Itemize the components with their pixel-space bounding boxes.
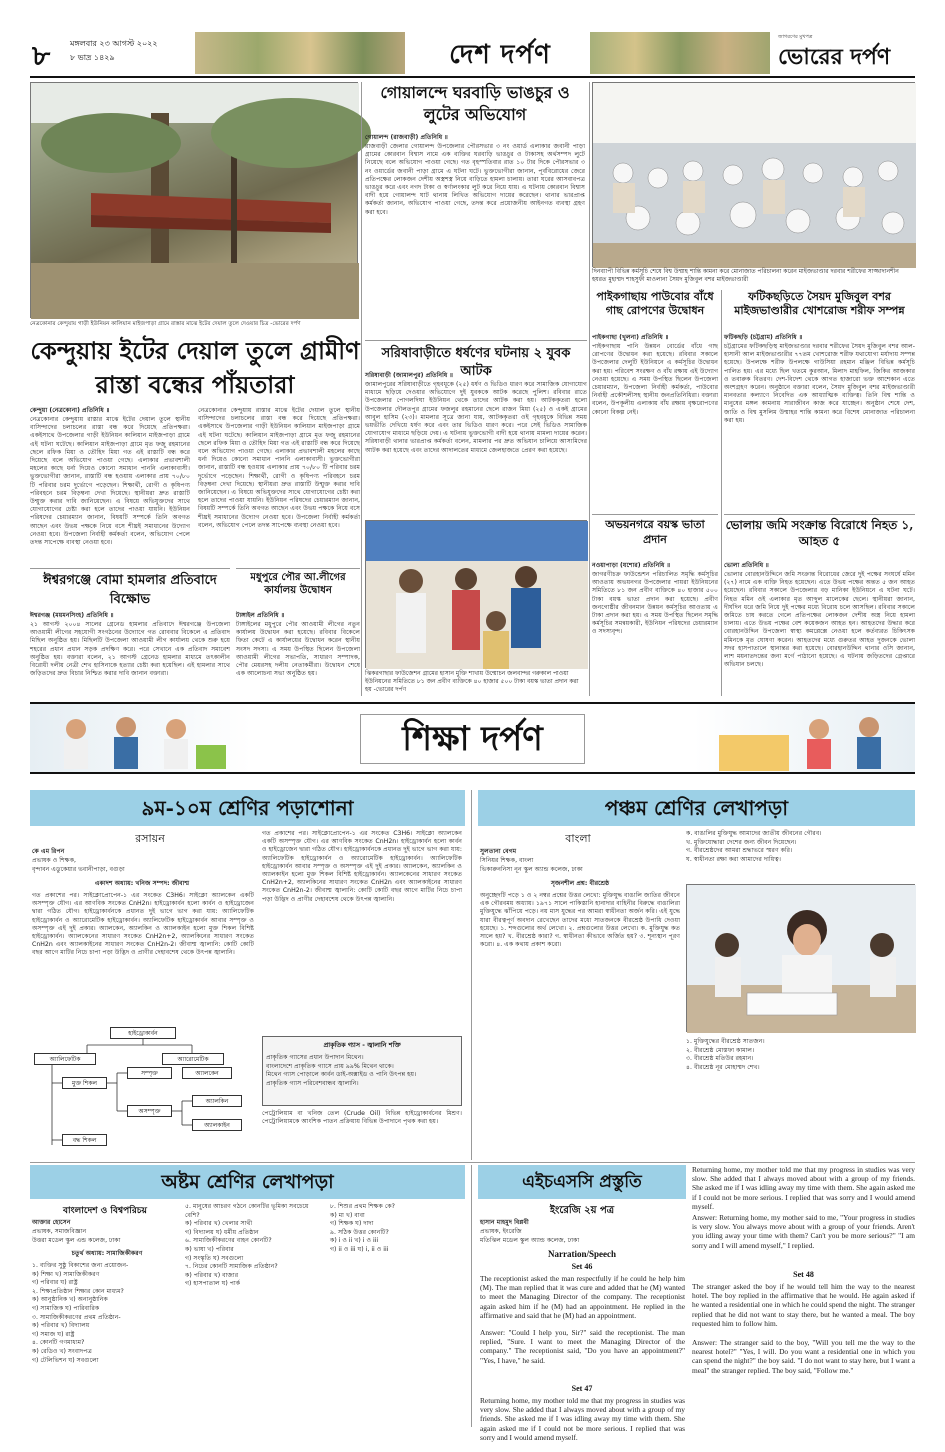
class-8-chapter: চতুর্থ অধ্যায়: সামাজিকীকরণ xyxy=(71,1250,143,1257)
diagram-saturated: সম্পৃক্ত xyxy=(127,1067,172,1079)
mcq-line: গ) বিদ্যালয় ঘ) ধর্মীয় প্রতিষ্ঠান xyxy=(185,1228,259,1236)
class-910-subject: রসায়ন xyxy=(135,832,165,845)
road-wall-photo-caption: নেত্রকোনার কেন্দুয়ায় গাড়ী ইউনিয়ন কালিয়ান মাইজপাড়া গ্রামে রাস্তার মাঝে ইটের দেয়াল তুলে দেওয়ার চিত্র -ভোরের দর্পণ xyxy=(30,321,301,327)
header-photo-strip-right xyxy=(590,32,770,74)
body-kendua-col2b: নেত্রকোনার কেন্দুয়ায় রাস্তার মাঝে ইটের দেয়াল তুলে স্থানীয় বাসিন্দাদের চলাচলের রাস্তা বন্ধ করে দিয়েছে প্রতিপক্ষরা। একইসাথে উপজেলার গাড়ী ইউনিয়ন কালিয়ান মাইজপাড়া গ্রামে এই ঘটনা ঘটেছে। কালিয়ান মাইজপাড়া গ্রামে মৃত ফজু রহমানের ছেলে রফিক মিয়া ও তৌহিদ মিয়া গত এই রাস্তাটি বন্ধ করে দিয়েছে বলে অভিযোগ পাওয়া গেছে। এলাকার প্রভাবশালী মহলের কাছে ধর্না দিয়েও কোনো সমাধান পাননি এলাকাবাসী। ভুক্তভোগীরা জানান, রাস্তাটি বন্ধ হওয়ায় এলাকার প্রায় ৭০/৮০ টি পরিবার চরম দুর্ভোগে পড়েছেন। শিক্ষার্থী, রোগী ও কৃষিপণ্য পরিবহনে চরম বিড়ম্বনা দেখা দিয়েছে। স্থানীয়রা দ্রুত রাস্তাটি উন্মুক্ত করার দাবি জানিয়েছেন। এ বিষয়ে অভিযুক্তদের সাথে যোগাযোগের চেষ্টা করা হলে তাদের পাওয়া যায়নি। ইউনিয়ন পরিষদের চেয়ারম্যান জানান, বিষয়টি সম্পর্কে তিনি অবগত আছেন এবং উভয় পক্ষকে নিয়ে বসে শীঘ্রই সমাধানের উদ্যোগ নেওয়া হবে। উপজেলা নির্বাহী কর্মকর্তা বলেন, অভিযোগ পেলে তদন্ত সাপেক্ষে ব্যবস্থা নেওয়া হবে। xyxy=(198,407,360,529)
class-910-author: কে এম রিপন xyxy=(32,848,65,855)
diagram-unsaturated: অসম্পৃক্ত xyxy=(127,1105,172,1117)
newspaper-logo: ভোরের দর্পণ xyxy=(778,44,891,70)
mcq-line: ক) ভাষা খ) পরিবার xyxy=(185,1245,234,1253)
body-sarishabari: জামালপুরের সরিষাবাড়ীতে গৃহবধূকে (২৫) ধর্ষণ ও ভিডিও ধারণ করে সামাজিক যোগাযোগ মাধ্যমে ছড়িয়ে দেওয়ার অভিযোগে দুই যুবককে আটক করেছে পুলিশ। রবিবার রাতে উপজেলার পোগলদিঘা ইউনিয়ন থেকে তাদের আটক করা হয়। আটককৃতরা হলো উপজেলার দৌলতপুর গ্রামের ফজলুর রহমানের ছেলে রাজন মিয়া (২৫) ও একই গ্রামের আবুল হাসিম (২৩)। মামলার সূত্রে জানা যায়, আটককৃতরা ওই গৃহবধূকে বিভিন্ন সময় ভয়ভীতি দেখিয়ে ধর্ষণ করে এবং তার ভিডিও ধারণ করে। পরে সেই ভিডিও সামাজিক যোগাযোগ মাধ্যমে ছড়িয়ে দেয়। এ ঘটনায় ভুক্তভোগী বাদী হয়ে থানায় মামলা দায়ের করেন। সরিষাবাড়ী থানার ভারপ্রাপ্ত কর্মকর্তা বলেন, মামলার পর দ্রুত অভিযান চালিয়ে আসামিদের আটক করা হয়েছে এবং তাদের আদালতের মাধ্যমে জেলহাজতে প্রেরণ করা হয়েছে। xyxy=(365,381,587,454)
allowance-photo xyxy=(365,520,587,668)
hsc-title: এইচএসসি প্রস্তুতি xyxy=(478,1165,686,1199)
mcq-line: গ) সংস্কৃতি ঘ) সবগুলো xyxy=(185,1254,244,1262)
class-5-questions xyxy=(686,830,915,880)
note-line: বাংলাদেশে প্রাকৃতিক গ্যাসে প্রায় ৯৯% মিথেন থাকে। xyxy=(266,1062,394,1070)
students-illustration-left xyxy=(36,705,236,773)
byline-fatikchhari: ফটিকছড়ি (চট্টগ্রাম) প্রতিনিধি ॥ xyxy=(724,334,803,341)
mcq-line: গ) শিক্ষক ঘ) দাদা xyxy=(330,1220,374,1228)
class-8-mcq-col1 xyxy=(32,1262,177,1422)
headline-fatikchhari: ফটিকছড়িতে সৈয়দ মুজিবুল বশর মাইজভাণ্ডারীর খোশরোজ শরীফ সম্পন্ন xyxy=(734,290,905,317)
hsc-set48-body: The stranger asked the boy if he would tell him the way to the nearest hotel. The boy replied in the affirmative that he would. He again asked if he wanted a residential one in which he could spend the night. The stranger replied that he did not want to stay there, but he wanted a meal. The boy requested him to follow him. xyxy=(692,1282,915,1328)
mcq-line: গ) হাসপাতাল ঘ) পার্ক xyxy=(185,1280,241,1288)
note-line: মিথেন গ্যাস পোড়ালে কার্বন ডাই-অক্সাইড ও পানি উৎপন্ন হয়। xyxy=(266,1071,417,1079)
mcq-line: ক) পরিবার খ) বাজার xyxy=(185,1271,239,1279)
class-5-title: পঞ্চম শ্রেণির লেখাপড়া xyxy=(478,790,915,826)
hydrocarbon-diagram xyxy=(32,1025,254,1159)
answer-line: ৪. বীরশ্রেষ্ঠ নূর মোহাম্মদ শেখ। xyxy=(686,1063,760,1071)
hsc-set46-body: The receptionist asked the man respectfully if he could he help him (M). The man replied that it was cure and added that he (M) wanted to meet the Managing Director of the company. The receptionist again asked him if he (M) had an appointment. He replied in the affirmative and said that he (M) had an appointment. xyxy=(480,1274,685,1320)
page-header xyxy=(30,30,915,78)
byline-sarishabari: সরিষাবাড়ী (জামালপুর) প্রতিনিধি ॥ xyxy=(365,372,454,379)
hsc-set46-label: Set 46 xyxy=(571,1262,593,1271)
mcq-line: ৩. সামাজিকীকরণের প্রথম প্রতিষ্ঠান- xyxy=(32,1313,121,1321)
body-madhupur: টাঙ্গাইলের মধুপুরে পৌর আওয়ামী লীগের নতুন কার্যালয় উদ্বোধন করা হয়েছে। রবিবার বিকেলে ফিতা কেটে এ কার্যালয়ের উদ্বোধন করেন স্থানীয় সংসদ সদস্য। এ সময় উপস্থিত ছিলেন উপজেলা আওয়ামী লীগের সভাপতি, সাধারণ সম্পাদক, পৌর মেয়রসহ দলীয় নেতাকর্মীরা। উদ্বোধন শেষে এক আলোচনা সভা অনুষ্ঠিত হয়। xyxy=(236,621,360,678)
headline-madhupur: মধুপুরে পৌর আ.লীগের কার্যালয় উদ্বোধন xyxy=(236,568,360,610)
mcq-line: গ) সামাজিক ঘ) পারিবারিক xyxy=(32,1304,100,1312)
headline-abhaynagar: অভয়নগরে বয়স্ক ভাতা প্রদান xyxy=(592,514,718,560)
column-rule xyxy=(589,82,590,696)
hsc-set47-label: Set 47 xyxy=(571,1384,593,1393)
page-number: ৮ xyxy=(32,39,51,72)
mcq-line: ৯. সঠিক উত্তর কোনটি? xyxy=(330,1228,389,1236)
mcq-line: ২. শিক্ষাপ্রতিষ্ঠান শিক্ষার কোন মাধ্যম? xyxy=(32,1287,124,1295)
hsc-author-inst: মতিঝিল মডেল স্কুল অ্যান্ড কলেজ, ঢাকা xyxy=(480,1237,580,1244)
header-photo-strip-left xyxy=(195,32,405,74)
education-banner xyxy=(30,702,915,774)
answer-line: ২. বীরশ্রেষ্ঠ মোস্তফা কামাল। xyxy=(686,1046,755,1054)
edu-divider xyxy=(471,790,472,1160)
natural-gas-note-box xyxy=(262,1036,462,1106)
class-5-author: সুলতানা বেগম xyxy=(480,848,517,855)
answer-line: ১. মুক্তিযুদ্ধের বীরশ্রেষ্ঠ সাতজন। xyxy=(686,1038,765,1045)
diagram-aromatic: অ্যারোমেটিক xyxy=(162,1053,224,1065)
class-5-body: অনুচ্ছেদটি পড়ে ১ ও ২ নম্বর প্রশ্নের উত্তর লেখো: মুক্তিযুদ্ধ বাঙালি জাতির জীবনে এক গৌরবময় অধ্যায়। ১৯৭১ সালে পাকিস্তানি হানাদার বাহিনীর বিরুদ্ধে বাঙালিরা মুক্তিযুদ্ধে ঝাঁপিয়ে পড়ে। নয় মাস যুদ্ধের পর আমরা স্বাধীনতা অর্জন করি। এই যুদ্ধে যারা বীরত্বপূর্ণ অবদান রেখেছেন তাদের মধ্যে সাতজনকে বীরশ্রেষ্ঠ উপাধি দেওয়া হয়েছে। ১. শব্দগুলোর অর্থ লেখো। ২. প্রশ্নগুলোর উত্তর লেখো। ক. মুক্তিযুদ্ধ কত সালে হয়? খ. বীরশ্রেষ্ঠ কারা? গ. স্বাধীনতা কীভাবে অর্জিত হয়? ৩. শূন্যস্থান পূরণ করো। ৪. এক কথায় প্রকাশ করো। xyxy=(480,892,680,949)
mcq-line: ক) মা খ) বাবা xyxy=(330,1211,365,1219)
class-910-title: ৯ম-১০ম শ্রেণির পড়াশোনা xyxy=(30,790,465,826)
question-line: ক. বাঙালির মুক্তিযুদ্ধ আমাদের জাতীয় জীবনের গৌরব। xyxy=(686,830,822,837)
class-8-author-inst: উত্তরা মডেল স্কুল এন্ড কলেজ, ঢাকা xyxy=(32,1237,121,1244)
mcq-line: ৪. কোনটি গণমাধ্যম? xyxy=(32,1339,85,1347)
mcq-line: গ) টেলিভিশন ঘ) সবগুলো xyxy=(32,1356,99,1364)
body-goalondo: রাজবাড়ী জেলার গোয়ালন্দ উপজেলার পৌরসভার ৩ নং ওয়ার্ড এলাকার জবানী পাড়া গ্রামের কোরবান বিশ্বাস নামে এক ব্যক্তির ঘরবাড়ি ভাঙচুর ও টাকাসহ অর্থসম্পদ লুটে নিয়েছে বলে অভিযোগ পাওয়া গেছে। গত বৃহস্পতিবার রাত ১০ টার দিকে পৌরসভার ৩ নং ওয়ার্ডের জবানী পাড়া গ্রামে এ ঘটনা ঘটে। ভুক্তভোগীরা জানান, পূর্ববিরোধের জেরে প্রতিপক্ষের লোকজন দেশীয় অস্ত্রশস্ত্র নিয়ে বাড়িতে হামলা চালায়। তারা ঘরের আসবাবপত্র ভাঙচুর করে এবং নগদ টাকা ও স্বর্ণালংকার লুট করে নিয়ে যায়। এ ঘটনায় কোরবান বিশ্বাস বাদী হয়ে গোয়ালন্দ ঘাট থানায় লিখিত অভিযোগ দায়ের করেছেন। থানার ভারপ্রাপ্ত কর্মকর্তা জানান, অভিযোগ পাওয়া গেছে, তদন্ত করে প্রয়োজনীয় আইনগত ব্যবস্থা গ্রহণ করা হবে। xyxy=(365,143,585,216)
body-ishwarganj: ২১ আগস্ট ২০০৪ সালের গ্রেনেড হামলার প্রতিবাদে ঈশ্বরগঞ্জে উপজেলা আওয়ামী লীগের সহযোগী সংগঠনের উদ্যোগে গত রোববার বিকেলে এ প্রতিবাদ মিছিল অনুষ্ঠিত হয়। মিছিলটি উপজেলা আওয়ামী লীগ কার্যালয় থেকে শুরু হয়ে শহরের প্রধান প্রধান সড়ক প্রদক্ষিণ করে। পরে সেখানে এক প্রতিবাদ সমাবেশ অনুষ্ঠিত হয়। বক্তারা বলেন, ২১ আগস্ট গ্রেনেড হামলার মাধ্যমে তৎকালীন বিরোধী দলীয় নেত্রী শেখ হাসিনাকে হত্যার চেষ্টা করা হয়েছিল। এই হামলার সাথে জড়িতদের দ্রুত বিচার নিশ্চিত করার দাবি জানান বক্তারা। xyxy=(30,621,230,678)
mcq-line: ১. ব্যক্তির সুষ্ঠু বিকাশের জন্য প্রয়োজন- xyxy=(32,1262,129,1269)
class-5-author-role: সিনিয়র শিক্ষক, বাংলা xyxy=(480,857,534,864)
mcq-line: গ) পরিবার ঘ) রাষ্ট্র xyxy=(32,1279,78,1287)
class-910-author-inst: বৃন্দাবন এডুকেয়ার ভবানীপাড়া, বগুড়া xyxy=(32,866,125,873)
mcq-line: ক) পরিবার খ) খেলার সাথী xyxy=(185,1220,253,1228)
petroleum-text: পেট্রোলিয়াম বা খনিজ তেল (Crude Oil) বিভিন্ন হাইড্রোকার্বনের মিশ্রণ। পেট্রোলিয়ামকে আংশিক পাতন প্রক্রিয়ায় বিভিন্ন উপাদানে পৃথক করা হয়। xyxy=(262,1110,462,1126)
diagram-aliphatic: অ্যালিফেটিক xyxy=(34,1053,96,1065)
class-5-answers xyxy=(686,1038,915,1160)
diagram-alkyne: অ্যালকাইন xyxy=(192,1119,242,1131)
body-fatikchhari: চট্টগ্রামের ফটিকছড়িস্থ মাইজভাণ্ডার দরবার শরীফের সৈয়দ মুজিবুল বশর আল-হাসানী আল মাইজভাণ্ডারীর ৭৭তম খোশরোজ শরীফ যথাযোগ্য মর্যাদায় সম্পন্ন হয়েছে। উপলক্ষে শরীফ উপলক্ষে গাউসিয়া রহমান মঞ্জিল বিভিন্ন কর্মসূচি পালিত হয়। এর মধ্যে ছিল খতমে কুরআন, মিলাদ মাহফিল, জিকির আজকার ও তবারুক বিতরণ। দেশ-বিদেশ থেকে আগত হাজারো ভক্ত আশেকান এতে অংশগ্রহণ করেন। অনুষ্ঠানে বক্তারা বলেন, সৈয়দ মুজিবুল বশর মাইজভাণ্ডারী মানবতার কল্যাণে নিবেদিত এক আধ্যাত্মিক ব্যক্তিত্ব। তিনি বিশ্ব শান্তি ও মানুষের মঙ্গল কামনায় সারাজীবন কাজ করে যাচ্ছেন। অনুষ্ঠান শেষে দেশ, জাতি ও বিশ্ব মুসলিম উম্মাহর শান্তি কামনা করে বিশেষ মোনাজাত পরিচালনা করা হয়। xyxy=(724,343,915,424)
byline-abhaynagar: নওয়াপাড়া (যশোর) প্রতিনিধি ॥ xyxy=(592,562,671,569)
byline-ishwarganj: ঈশ্বরগঞ্জ (ময়মনসিংহ) প্রতিনিধি ॥ xyxy=(30,612,114,619)
question-line: খ. মুক্তিযোদ্ধারা দেশের জন্য জীবন দিয়েছেন। xyxy=(686,838,797,846)
hsc-author: হাসান মাহমুদ বিপ্লবী xyxy=(480,1219,529,1226)
diagram-closed-chain: বদ্ধ শিকল xyxy=(62,1134,107,1146)
hsc-set47-body-b: Returning home, my mother told me that my progress in studies was very slow. She added that I always moved about with a group of my friends. She asked me if I was idling away my time with them. She again asked me if I could not be more serious. I replied that was sorry and I would amend myself. xyxy=(692,1165,915,1211)
hsc-topic: Narration/Speech xyxy=(548,1249,616,1259)
gathering-photo-caption: দিনব্যাপী বিভিন্ন কর্মসূচি শেষে বিশ্ব উম্মাহ শান্তি কামনা করে মোনাজাত পরিচালনা করেন মাইজভাণ্ডার দরবার শরীফের সাজ্জাদানশীন হযরত মুহাম্মদ শাহসুফী মাওলানা সৈয়দ মুজিবুল বশর মাইজভাণ্ডারী xyxy=(592,268,899,283)
section-title: দেশ দর্পণ xyxy=(449,40,551,70)
mcq-line: ক) পরিবার খ) বিদ্যালয় xyxy=(32,1322,90,1330)
body-paikgachha: পাইকগাছায় পানি উন্নয়ন বোর্ডের বাঁধে গাছ রোপণের উদ্বোধন করা হয়েছে। রবিবার সকালে উপজেলার দেলুটি ইউনিয়নে এ কর্মসূচির উদ্বোধন করা হয়। পরিবেশ সংরক্ষণ ও বাঁধ রক্ষায় এই উদ্যোগ নেওয়া হয়েছে। এ সময় উপস্থিত ছিলেন উপজেলা চেয়ারম্যান, উপজেলা নির্বাহী কর্মকর্তা, পাউবোর নির্বাহী প্রকৌশলীসহ স্থানীয় জনপ্রতিনিধিরা। বক্তারা বলেন, উপকূলীয় এলাকায় বাঁধ রক্ষায় বৃক্ষরোপণের কোনো বিকল্প নেই। xyxy=(592,343,718,416)
note-line: প্রাকৃতিক গ্যাসের প্রধান উপাদান মিথেন। xyxy=(266,1054,364,1061)
gathering-photo xyxy=(592,82,915,267)
class-910-author-role: প্রভাষক ও শিক্ষক, xyxy=(32,857,76,864)
class-5-chapter: সৃজনশীল প্রশ্ন: বীরশ্রেষ্ঠ xyxy=(550,880,610,887)
class-5-subject: বাংলা xyxy=(565,832,591,845)
class-8-mcq-col2 xyxy=(185,1203,325,1423)
hsc-set47-answer: Answer: Returning home, my mother said to me, "Your progress in studies is very slow. You always move about with a group of your friends. Aren't you idling away your time with them? Can't you be more serious?" "I am sorry and I will amend myself," I replied. xyxy=(692,1213,915,1250)
allowance-photo-caption: ঝিকরগাছার ফাউজেশন গ্রামের হাসান মুক্তি শাখায় উন্মোচন জলবান্দর গরুকাল পাওয়া ইউনিয়নের সমিতিতে ৮১ জন প্রবীণ ব্যক্তিকে ৪০ হাজার ৫০০ টাকা বয়স্ক ভাতা প্রদান করা হয় -ভোরের দর্পণ xyxy=(365,670,579,693)
mcq-line: ৫. মানুষের আচরণ গঠনে কোনটির ভূমিকা সবচেয়ে বেশি? xyxy=(185,1203,309,1219)
column-rule xyxy=(721,290,722,696)
mcq-line: ৬. সামাজিকীকরণের বাহন কোনটি? xyxy=(185,1237,272,1245)
class-8-subject: বাংলাদেশ ও বিশ্বপরিচয় xyxy=(63,1206,147,1216)
mcq-line: ক) শিক্ষা খ) সামাজিকীকরণ xyxy=(32,1270,100,1278)
mcq-line: গ) ii ও iii ঘ) i, ii ও iii xyxy=(330,1245,389,1253)
road-wall-photo xyxy=(30,82,358,318)
hsc-set47-body-a: Returning home, my mother told me that my progress in studies was very slow. She added that I always moved about with a group of my friends. She asked me if I was idling away my time with them. She again asked me if I could not be more serious. I replied that was sorry and I would amend myself. xyxy=(480,1396,685,1442)
byline-bhola: ভোলা প্রতিনিধি ॥ xyxy=(724,562,769,569)
students-illustration-right xyxy=(709,705,909,773)
note-line: প্রাকৃতিক গ্যাস পরিবেশবান্ধব জ্বালানি। xyxy=(266,1079,359,1087)
headline-ishwarganj: ঈশ্বরগঞ্জে বোমা হামলার প্রতিবাদে বিক্ষোভ xyxy=(30,568,230,610)
column-rule xyxy=(361,82,362,696)
byline-kendua: কেন্দুয়া (নেত্রকোনা) প্রতিনিধি ॥ xyxy=(30,407,110,414)
note-title: প্রাকৃতিক গ্যাস - জ্বালানি শক্তি xyxy=(323,1041,401,1049)
mcq-line: ৭. নিচের কোনটি সামাজিক প্রতিষ্ঠান? xyxy=(185,1263,278,1271)
hsc-set48-answer: Answer: The stranger said to the boy, "Will you tell me the way to the nearest hotel?" "Yes, I will. Do you want a residential one in which you can spend the night?" the boy said. "I do not want to stay here, but I want a meal" the stranger replied. The boy said, "Follow me." xyxy=(692,1338,915,1375)
hsc-author-role: প্রভাষক, ইংরেজি xyxy=(480,1228,522,1235)
mcq-line: ক) আনুষ্ঠানিক খ) অনানুষ্ঠানিক xyxy=(32,1296,108,1304)
mcq-line: ক) রেডিও খ) সংবাদপত্র xyxy=(32,1347,92,1355)
hsc-set46-answer: Answer: "Could I help you, Sir?" said the receptionist. The man replied, "Sure. I want to meet the Managing Director of the company." The receptionist said, "Do you have an appointment?" "Yes, I have," he said. xyxy=(480,1328,685,1365)
student-writing-photo xyxy=(686,884,915,1032)
mcq-line: ৮. শিশুর প্রথম শিক্ষক কে? xyxy=(330,1203,395,1210)
headline-sarishabari: সরিষাবাড়ীতে ধর্ষণের ঘটনায় ২ যুবক আটক xyxy=(365,340,587,368)
education-banner-title: শিক্ষা দর্পণ xyxy=(360,714,585,764)
class-8-author: আক্তার হোসেন xyxy=(32,1219,71,1226)
hsc-subject: ইংরেজি ২য় পত্র xyxy=(549,1205,615,1216)
question-line: ঘ. স্বাধীনতা রক্ষা করা আমাদের দায়িত্ব। xyxy=(686,855,781,863)
column-rule xyxy=(471,1165,472,1427)
question-line: গ. বীরশ্রেষ্ঠদের আমরা শ্রদ্ধাভরে স্মরণ করি। xyxy=(686,847,793,855)
answer-line: ৩. বীরশ্রেষ্ঠ মতিউর রহমান। xyxy=(686,1055,754,1063)
mcq-line: ক) i ও ii খ) i ও iii xyxy=(330,1237,379,1245)
header-date-1: মঙ্গলবার ২৩ আগস্ট ২০২২ xyxy=(70,39,158,48)
header-date-2: ৮ ভাদ্র ১৪২৯ xyxy=(70,53,115,62)
body-kendua-col1: নেত্রকোনার কেন্দুয়ায় রাস্তার মাঝে ইটের দেয়াল তুলে স্থানীয় বাসিন্দাদের চলাচলের রাস্তা বন্ধ করে দিয়েছে প্রতিপক্ষরা। একইসাথে উপজেলার গাড়ী ইউনিয়ন কালিয়ান মাইজপাড়া গ্রামে এই ঘটনা ঘটেছে। কালিয়ান মাইজপাড়া গ্রামে মৃত ফজু রহমানের ছেলে রফিক মিয়া ও তৌহিদ মিয়া গত এই রাস্তাটি বন্ধ করে দিয়েছে বলে অভিযোগ পাওয়া গেছে। এলাকার প্রভাবশালী মহলের কাছে ধর্না দিয়েও কোনো সমাধান পাননি এলাকাবাসী। ভুক্তভোগীরা জানান, রাস্তাটি বন্ধ হওয়ায় এলাকার প্রায় ৭০/৮০ টি পরিবার চরম দুর্ভোগে পড়েছেন। শিক্ষার্থী, রোগী ও কৃষিপণ্য পরিবহনে চরম বিড়ম্বনা দেখা দিয়েছে। স্থানীয়রা দ্রুত রাস্তাটি উন্মুক্ত করার দাবি জানিয়েছেন। এ বিষয়ে অভিযুক্তদের সাথে যোগাযোগের চেষ্টা করা হলে তাদের পাওয়া যায়নি। ইউনিয়ন পরিষদের চেয়ারম্যান জানান, বিষয়টি সম্পর্কে তিনি অবগত আছেন এবং উভয় পক্ষকে নিয়ে বসে শীঘ্রই সমাধানের উদ্যোগ নেওয়া হবে। উপজেলা নির্বাহী কর্মকর্তা বলেন, অভিযোগ পেলে তদন্ত সাপেক্ষে ব্যবস্থা নেওয়া হবে। xyxy=(30,416,190,547)
hsc-set48-label: Set 48 xyxy=(793,1270,814,1279)
byline-madhupur: টাঙ্গাইল প্রতিনিধি ॥ xyxy=(236,612,285,619)
body-bhola: ভোলার বোরহানউদ্দিনে জমি সংক্রান্ত বিরোধের জেরে দুই পক্ষের সংঘর্ষে মমিন (২৭) নামে এক ব্যক্তি নিহত হয়েছেন। এতে উভয় পক্ষের অন্তত ৫ জন আহত হয়েছেন। রবিবার সকালে উপজেলার বড় মানিকা ইউনিয়নে এ ঘটনা ঘটে। নিহত মমিন ওই এলাকার মৃত আব্দুল মালেকের ছেলে। স্থানীয়রা জানান, দীর্ঘদিন ধরে জমি নিয়ে দুই পক্ষের মধ্যে বিরোধ চলে আসছিল। রবিবার সকালে জমিতে চাষ করতে গেলে প্রতিপক্ষের লোকজন দেশীয় অস্ত্র নিয়ে হামলা চালায়। এতে উভয় পক্ষের বেশ কয়েকজন আহত হন। আহতদের উদ্ধার করে বোরহানউদ্দিন উপজেলা স্বাস্থ্য কমপ্লেক্সে নেওয়া হলে কর্তব্যরত চিকিৎসক মমিনকে মৃত ঘোষণা করেন। আহতদের মধ্যে গুরুতর আহত দুজনকে ভোলা সদর হাসপাতালে স্থানান্তর করা হয়েছে। বোরহানউদ্দিন থানার ওসি জানান, লাশ ময়নাতদন্তের জন্য মর্গে পাঠানো হয়েছে। এ ঘটনায় জড়িতদের গ্রেপ্তারে অভিযান চলছে। xyxy=(724,571,915,669)
class-910-body-b: গত প্রকাশের পর। সাইক্লোপ্রোপেন-১ এর সংকেত C3H6। সাইক্লো অ্যালকেন একটি অসম্পৃক্ত যৌগ। এর আণবিক সংকেত CnH2n। হাইড্রোকার্বন হলো কার্বন ও হাইড্রোজেন দ্বারা গঠিত যৌগ। হাইড্রোকার্বনকে প্রধানত দুই ভাগে ভাগ করা যায়: অ্যালিফেটিক হাইড্রোকার্বন ও অ্যারোমেটিক হাইড্রোকার্বন। অ্যালিফেটিক হাইড্রোকার্বন আবার সম্পৃক্ত ও অসম্পৃক্ত এই দুই প্রকার। অ্যালকেন, অ্যালকিন ও অ্যালকাইন হলো মুক্ত শিকল বিশিষ্ট হাইড্রোকার্বন। অ্যালকেনের সাধারণ সংকেত CnH2n+2, অ্যালকিনের সাধারণ সংকেত CnH2n এবং অ্যালকাইনের সাধারণ সংকেত CnH2n-2। জীবাশ্ম জ্বালানি: কোটি কোটি বছর আগে মাটির নিচে চাপা পড়া উদ্ভিদ ও প্রাণীর দেহাবশেষ থেকে উৎপন্ন জ্বালানি। xyxy=(262,830,462,903)
diagram-alkane: অ্যালকেন xyxy=(182,1067,232,1079)
byline-paikgachha: পাইকগাছা (খুলনা) প্রতিনিধি ॥ xyxy=(592,334,669,341)
byline-goalondo: গোয়ালন্দ (রাজবাড়ী) প্রতিনিধি ॥ xyxy=(365,134,448,141)
diagram-alkene: অ্যালকিন xyxy=(192,1095,242,1107)
mcq-line: গ) সমাজ ঘ) রাষ্ট্র xyxy=(32,1330,75,1338)
headline-bhola: ভোলায় জমি সংক্রান্ত বিরোধে নিহত ১, আহত ৫ xyxy=(724,514,915,560)
class-5-author-inst: ভিকারুননিসা নূন স্কুল অ্যান্ড কলেজ, ঢাকা xyxy=(480,866,583,873)
class-910-body-a: গত প্রকাশের পর। সাইক্লোপ্রোপেন-১ এর সংকেত C3H6। সাইক্লো অ্যালকেন একটি অসম্পৃক্ত যৌগ। এর আণবিক সংকেত CnH2n। হাইড্রোকার্বন হলো কার্বন ও হাইড্রোজেন দ্বারা গঠিত যৌগ। হাইড্রোকার্বনকে প্রধানত দুই ভাগে ভাগ করা যায়: অ্যালিফেটিক হাইড্রোকার্বন ও অ্যারোমেটিক হাইড্রোকার্বন। অ্যালিফেটিক হাইড্রোকার্বন আবার সম্পৃক্ত ও অসম্পৃক্ত এই দুই প্রকার। অ্যালকেন, অ্যালকিন ও অ্যালকাইন হলো মুক্ত শিকল বিশিষ্ট হাইড্রোকার্বন। অ্যালকেনের সাধারণ সংকেত CnH2n+2, অ্যালকিনের সাধারণ সংকেত CnH2n এবং অ্যালকাইনের সাধারণ সংকেত CnH2n-2। জীবাশ্ম জ্বালানি: কোটি কোটি বছর আগে মাটির নিচে চাপা পড়া উদ্ভিদ ও প্রাণীর দেহাবশেষ থেকে উৎপন্ন জ্বালানি। xyxy=(32,892,254,957)
class-8-author-role: প্রভাষক, সমাজবিজ্ঞান xyxy=(32,1228,87,1235)
diagram-open-chain: মুক্ত শিকল xyxy=(62,1077,107,1089)
class-910-chapter: একাদশ অধ্যায়: খনিজ সম্পদ: জীবাশ্ম xyxy=(94,880,190,887)
class-8-title: অষ্টম শ্রেণির লেখাপড়া xyxy=(30,1165,465,1199)
class-8-mcq-col3 xyxy=(330,1203,465,1423)
diagram-root: হাইড্রোকার্বন xyxy=(110,1027,176,1039)
headline-paikgachha: পাইকগাছায় পাউবোর বাঁধে গাছ রোপণের উদ্বোধন xyxy=(596,290,714,317)
headline-goalondo: গোয়ালন্দে ঘরবাড়ি ভাঙচুর ও লুটের অভিযোগ xyxy=(380,83,570,124)
section-rule xyxy=(30,1162,915,1163)
body-abhaynagar: জাগরণীচক্র ফাউন্ডেশন পরিচালিত সমৃদ্ধি কর্মসূচির আওতায় অভয়নগর উপজেলার পায়রা ইউনিয়নের সমিতিতে ৮১ জন প্রবীণ ব্যক্তিকে ৪০ হাজার ৫০০ টাকা বয়স্ক ভাতা প্রদান করা হয়েছে। প্রবীণ জনগোষ্ঠীর জীবনমান উন্নয়ন কর্মসূচির আওতায় এ টাকা প্রদান করা হয়। এ সময় উপস্থিত ছিলেন সমৃদ্ধি কর্মসূচির সমন্বয়কারী, ইউনিয়ন পরিষদের চেয়ারম্যান ও সদস্যবৃন্দ। xyxy=(592,571,718,636)
logo-tagline: জাগরণের মুখপত্র xyxy=(778,34,813,40)
headline-kendua: কেন্দুয়ায় ইটের দেয়াল তুলে গ্রামীণ রাস্তা বন্ধের পাঁয়তারা xyxy=(30,336,360,399)
